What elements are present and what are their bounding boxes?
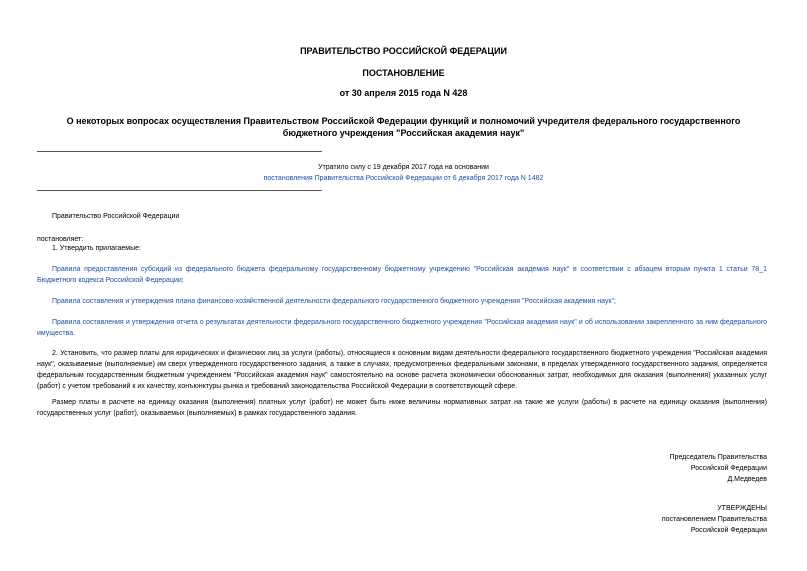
signature-block bbox=[500, 452, 767, 485]
signature-country: Российской Федерации bbox=[690, 465, 767, 472]
government-heading: ПРАВИТЕЛЬСТВО РОССИЙСКОЙ ФЕДЕРАЦИИ bbox=[300, 46, 507, 56]
signature-title: Председатель Правительства bbox=[669, 454, 767, 461]
decides-text: постановляет: bbox=[37, 236, 84, 243]
approved-by: постановлением Правительства bbox=[661, 516, 767, 523]
item-2b-text: Размер платы в расчете на единицу оказания (выполнения) платных услуг (работ) не может быть ниже величины нормативных затрат на такие же услуги (работы) в расчете на единицу оказания (выполнения) государственных услуг (работ), оказываемых (выполняемых) в рамках государственного задания. bbox=[37, 399, 767, 417]
rules-plan-link[interactable]: Правила составления и утверждения плана финансово-хозяйственной деятельности федерального государственного бюджетного учреждения "Российская академия наук"; bbox=[52, 298, 616, 305]
intro-text: Правительство Российской Федерации bbox=[52, 213, 180, 220]
bottom-divider bbox=[37, 190, 322, 191]
document-type: ПОСТАНОВЛЕНИЕ bbox=[362, 68, 445, 78]
item-2-text: 2. Установить, что размер платы для юридических и физических лиц за услуги (работы), относящиеся к основным видам деятельности федерального государственного бюджетного учреждения "Российская академия наук", оказываемые (выполняемые) им сверх утвержденного государственного задания, а также в случаях, предусмотренных федеральными законами, в пределах утвержденного государственного задания, определяется федеральным государственным бюджетным учреждением "Российская академия наук" самостоятельно на основе расчета экономически обоснованных затрат, необходимых для оказания (выполнения) указанных услуг (работ) с учетом требований к их качеству, конъюнктуры рынка и требований законодательства Российской Федерации в соответствующей сфере. bbox=[37, 350, 767, 390]
rules-report-link[interactable]: Правила составления и утверждения отчета о результатах деятельности федерального государственного бюджетного учреждения "Российская академия наук" и об использовании закрепленного за ним федерального имущества. bbox=[37, 319, 767, 337]
approved-title: УТВЕРЖДЕНЫ bbox=[717, 505, 767, 512]
top-divider bbox=[37, 151, 322, 152]
status-text: Утратило силу с 19 декабря 2017 года на основании bbox=[318, 164, 489, 171]
signature-name: Д.Медведев bbox=[727, 476, 767, 483]
approved-block bbox=[500, 503, 767, 536]
approved-country: Российской Федерации bbox=[690, 527, 767, 534]
repeal-link[interactable]: постановления Правительства Российской Федерации от 6 декабря 2017 года N 1482 bbox=[263, 175, 544, 182]
document-title: О некоторых вопросах осуществления Правительством Российской Федерации функций и полномочий учредителя федерального государственного бюджетного учреждения "Российская академия наук" bbox=[66, 116, 741, 138]
item-1-text: 1. Утвердить прилагаемые: bbox=[52, 245, 141, 252]
document-date-number: от 30 апреля 2015 года N 428 bbox=[339, 88, 468, 98]
rules-subsidies-link[interactable]: Правила предоставления субсидий из федерального бюджета федеральному государственному бюджетному учреждению "Российская академия наук" в соответствии с абзацем вторым пункта 1 статьи 78_1 Бюджетного кодекса Российской Федерации; bbox=[37, 266, 767, 284]
